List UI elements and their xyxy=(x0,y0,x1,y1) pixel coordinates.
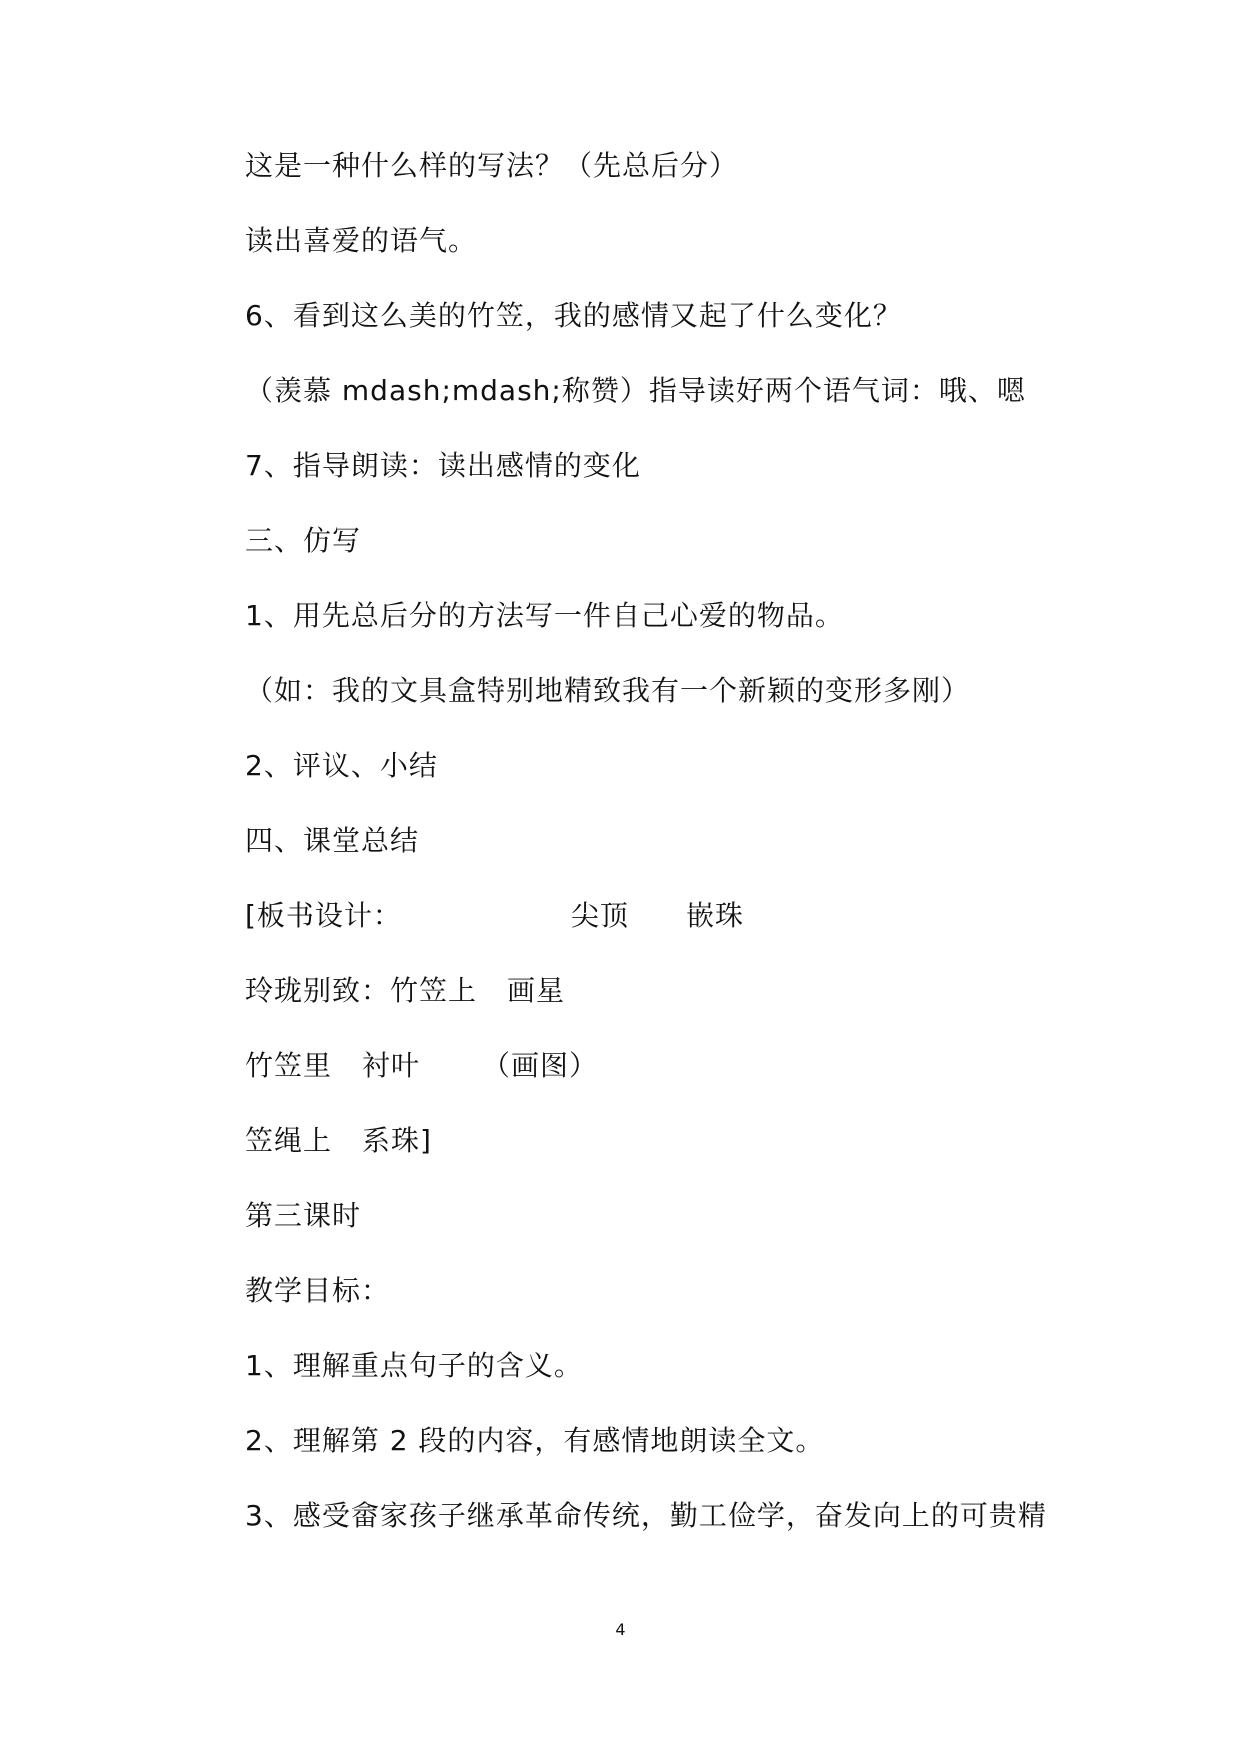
text-line: 1、理解重点句子的含义。 xyxy=(245,1349,583,1382)
board-label: 玲珑别致：竹笠上 xyxy=(245,974,478,1007)
page-number: 4 xyxy=(615,1620,626,1639)
section-heading: 三、仿写 xyxy=(245,524,362,557)
text-line: 2、评议、小结 xyxy=(245,749,438,782)
text-line: 读出喜爱的语气。 xyxy=(245,224,478,257)
text-line: 这是一种什么样的写法？（先总后分） xyxy=(245,149,739,182)
text-line: 7、指导朗读：读出感情的变化 xyxy=(245,449,641,482)
board-item: 系珠] xyxy=(362,1124,432,1157)
text-line: （羡慕 mdash;mdash;称赞）指导读好两个语气词：哦、嗯 xyxy=(245,374,1026,407)
section-heading: 四、课堂总结 xyxy=(245,824,420,857)
board-label: [板书设计： xyxy=(245,899,402,932)
board-item: 嵌珠 xyxy=(686,899,745,932)
text-line: 6、看到这么美的竹笠，我的感情又起了什么变化？ xyxy=(245,299,902,332)
board-label: 笠绳上 xyxy=(245,1124,333,1157)
text-line: 2、理解第 2 段的内容，有感情地朗读全文。 xyxy=(245,1424,825,1457)
text-line: 教学目标： xyxy=(245,1274,391,1307)
board-label: 竹笠里 xyxy=(245,1049,333,1082)
board-item: 衬叶 xyxy=(362,1049,421,1082)
text-line: （如：我的文具盒特别地精致我有一个新颖的变形多刚） xyxy=(245,674,971,707)
board-item: 画星 xyxy=(507,974,566,1007)
text-line: 3、感受畲家孩子继承革命传统，勤工俭学，奋发向上的可贵精 xyxy=(245,1499,1047,1532)
board-item: 尖顶 xyxy=(571,899,630,932)
section-heading: 第三课时 xyxy=(245,1199,362,1232)
board-item: （画图） xyxy=(482,1049,599,1082)
text-line: 1、用先总后分的方法写一件自己心爱的物品。 xyxy=(245,599,844,632)
